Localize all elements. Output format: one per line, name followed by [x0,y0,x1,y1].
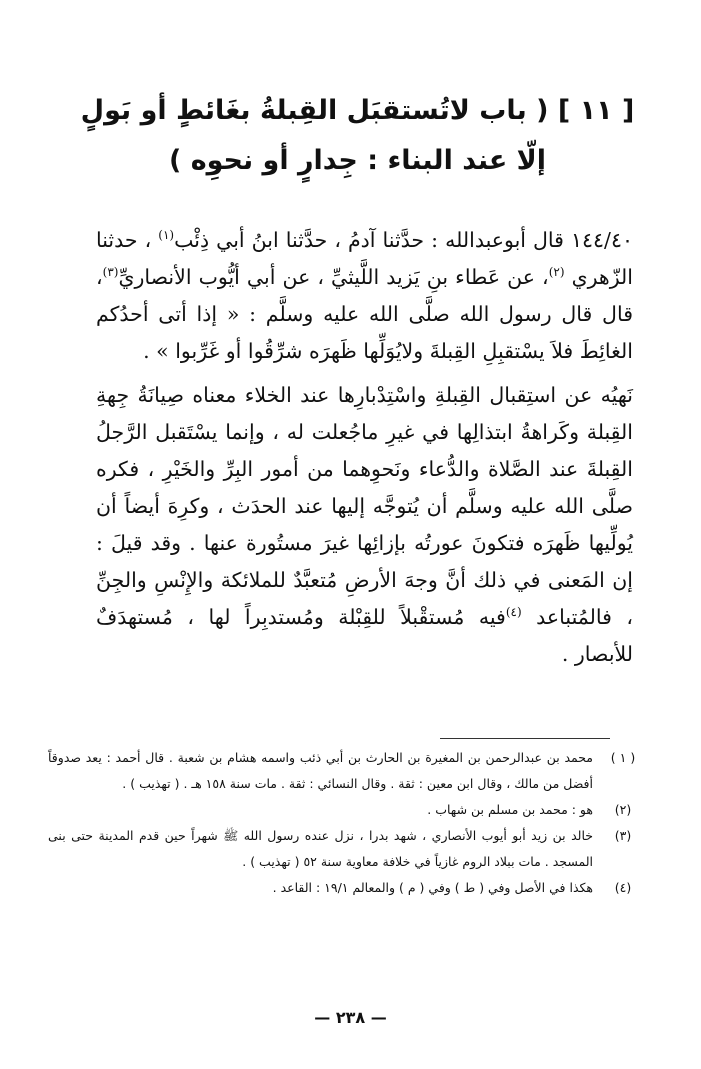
footnote-4 [48,875,648,901]
commentary-text-part-1: نَهيُه عن استِقبال القِبلةِ واسْتِدْبارِها عند الخلاء معناه صِيانَةُ جِهةِ القِبلة وكَراهةُ ابتذالِها في غيرِ ماجُعلت له ، وإنما يسْتَقبل الرَّجلُ القِبلةَ عند الصَّلاة والدُّعاء ونَحوِهما من أمور البِرِّ والخَيْرِ ، فكره صلَّى الله عليه وسلَّم أن يُتوجَّه إليها عند الحدَث ، وكرِهَ أيضاً أن يُولِّيها ظَهرَه فتكونَ عورتُه بإزائِها غيرَ مستُورة عنها . وقد قيلَ : إن المَعنى في ذلك أنَّ وجهَ الأرضِ مُتعبَّدٌ للملائكة والإِنْسِ والجِنِّ ، فالمُتباعد [96,383,633,629]
footnote-text: محمد بن عبدالرحمن بن المغيرة بن الحارث بن أبي ذئب واسمه هشام بن شعبة . قال أحمد : يعد صدوقاً أفضل من مالك ، وقال ابن معين : ثقة . وقال النسائي : ثقة . مات سنة ١٥٨ هـ . ( تهذيب ) . [48,750,593,791]
footnote-ref-2: (٢) [548,265,565,280]
hadith-paragraph [96,222,633,370]
footnote-number: (٢) [614,802,632,817]
footnote-number: (٤) [614,880,632,895]
main-text [96,222,633,673]
footnote-text: خالد بن زيد أبو أيوب الأنصاري ، شهد بدرا ، نزل عنده رسول الله ﷺ شهراً حين قدم المدينة حتى بنى المسجد . مات ببلاد الروم غازياً في خلافة معاوية سنة ٥٢ ( تهذيب ) . [48,828,593,869]
page-number: — ٢٣٨ — [314,1008,387,1027]
hadith-text-part-3: ، عن عَطاء بنِ يَزيد اللَّيثيِّ ، عن أبي أيُّوب الأنصاريِّ [118,265,549,289]
chapter-heading-line-2: إلّا عند البناء : جِدارٍ أو نحوِه ) [168,145,547,176]
hadith-text-part-2: ، حدثنا الزّهري [96,228,633,289]
commentary-paragraph [96,377,633,673]
footnote-text: هكذا في الأصل وفي ( ط ) وفي ( م ) والمعالم ١٩/١ : القاعد . [272,880,593,895]
footnote-1 [48,745,648,797]
footnote-number: ( ١ ) [610,750,636,765]
footnote-ref-4: (٤) [505,605,522,620]
footnote-ref-3: (٣) [102,265,119,280]
hadith-text-part-4: ، قال قال رسول الله صلَّى الله عليه وسلَّم : « إذا أتى أحدُكم الغائِطَ فلاَ يسْتقبِلِ القِبلةَ ولايُوَلِّها ظَهرَه شرِّقُوا أو غَرِّبوا » . [96,265,633,363]
footnote-number: (٣) [614,828,632,843]
hadith-text-part-1: ١٤٤/٤٠ قال أبوعبدالله : حدَّثنا آدمُ ، حدَّثنا ابنُ أبي ذِئْب [174,228,633,252]
footnotes [48,745,648,901]
footnote-ref-1: (١) [158,228,175,243]
footnote-3 [48,823,648,875]
commentary-text-part-2: فيه مُستقْبلاً للقِبْلة ومُستدبِراً لها ، مُستهدَفٌ للأبصار . [96,605,633,666]
footnote-text: هو : محمد بن مسلم بن شهاب . [427,802,593,817]
footnote-divider [440,738,610,739]
footnote-2 [48,797,648,823]
chapter-heading [70,86,645,186]
chapter-heading-line-1: [ ١١ ] ( باب لاتُستقبَل القِبلةُ بغَائطٍ أو بَولٍ [80,95,635,126]
